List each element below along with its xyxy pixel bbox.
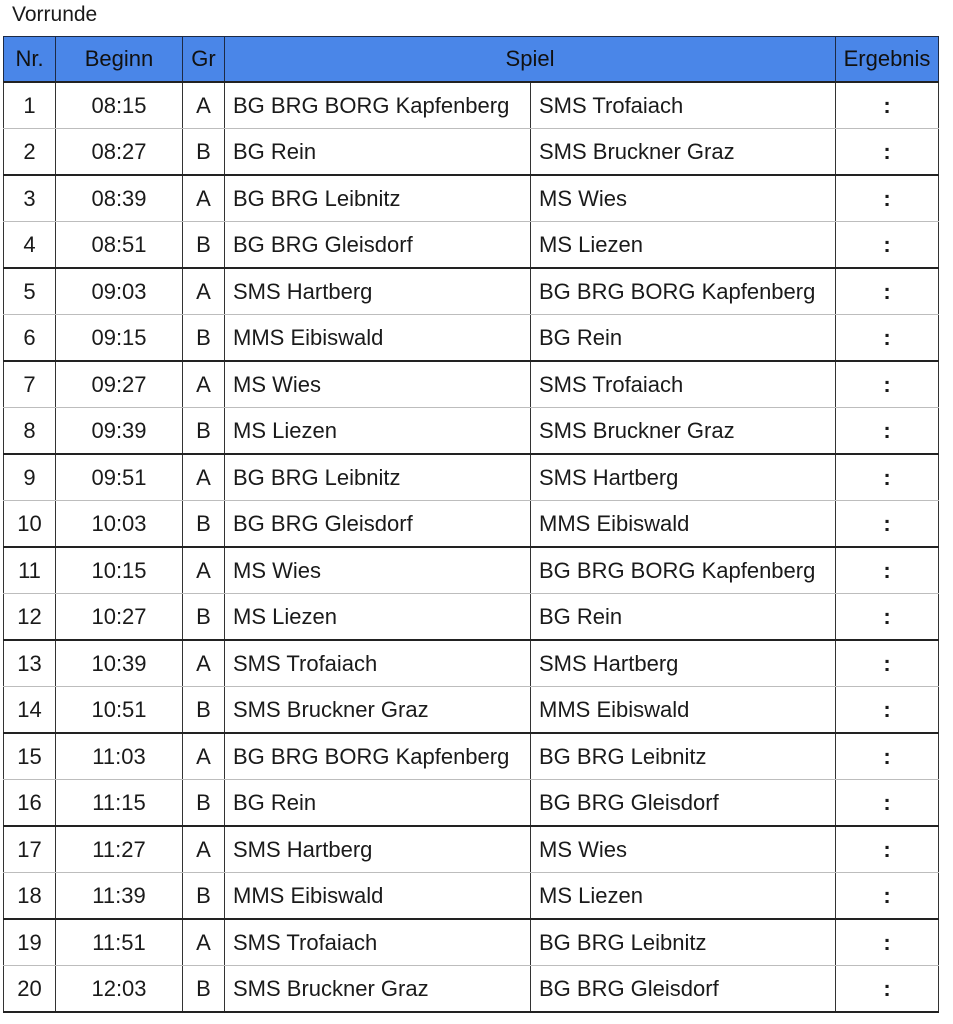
header-result: Ergebnis — [836, 37, 939, 83]
match-result: : — [836, 594, 939, 641]
match-row — [4, 315, 939, 362]
match-nr: 11 — [4, 547, 56, 594]
match-result: : — [836, 268, 939, 315]
match-row — [4, 547, 939, 594]
match-nr: 16 — [4, 780, 56, 827]
match-row — [4, 594, 939, 641]
match-result: : — [836, 547, 939, 594]
match-nr: 4 — [4, 222, 56, 269]
match-result: : — [836, 733, 939, 780]
match-home-team: SMS Hartberg — [225, 826, 531, 873]
match-away-team: MS Wies — [531, 175, 836, 222]
match-home-team: MS Wies — [225, 361, 531, 408]
match-away-team: BG BRG Leibnitz — [531, 919, 836, 966]
match-away-team: BG BRG Gleisdorf — [531, 966, 836, 1013]
match-home-team: BG BRG Gleisdorf — [225, 222, 531, 269]
match-home-team: BG Rein — [225, 780, 531, 827]
match-home-team: MS Liezen — [225, 594, 531, 641]
match-nr: 20 — [4, 966, 56, 1013]
match-time: 11:51 — [56, 919, 183, 966]
match-time: 12:03 — [56, 966, 183, 1013]
match-nr: 10 — [4, 501, 56, 548]
match-group: B — [183, 594, 225, 641]
match-nr: 17 — [4, 826, 56, 873]
match-group: A — [183, 919, 225, 966]
match-group: A — [183, 547, 225, 594]
match-away-team: BG BRG BORG Kapfenberg — [531, 268, 836, 315]
match-nr: 6 — [4, 315, 56, 362]
match-row — [4, 175, 939, 222]
match-home-team: MMS Eibiswald — [225, 873, 531, 920]
match-away-team: MS Wies — [531, 826, 836, 873]
match-group: B — [183, 873, 225, 920]
match-result: : — [836, 315, 939, 362]
match-group: A — [183, 454, 225, 501]
match-away-team: SMS Trofaiach — [531, 82, 836, 129]
match-home-team: SMS Trofaiach — [225, 919, 531, 966]
match-time: 10:39 — [56, 640, 183, 687]
match-row — [4, 966, 939, 1013]
match-group: B — [183, 501, 225, 548]
match-nr: 8 — [4, 408, 56, 455]
match-away-team: BG BRG Leibnitz — [531, 733, 836, 780]
match-nr: 18 — [4, 873, 56, 920]
match-nr: 1 — [4, 82, 56, 129]
header-nr: Nr. — [4, 37, 56, 83]
match-group: A — [183, 733, 225, 780]
match-result: : — [836, 826, 939, 873]
match-row — [4, 129, 939, 176]
match-group: A — [183, 826, 225, 873]
match-away-team: SMS Trofaiach — [531, 361, 836, 408]
match-nr: 12 — [4, 594, 56, 641]
match-result: : — [836, 129, 939, 176]
match-nr: 5 — [4, 268, 56, 315]
match-group: A — [183, 175, 225, 222]
match-row — [4, 501, 939, 548]
match-result: : — [836, 873, 939, 920]
match-time: 08:39 — [56, 175, 183, 222]
match-home-team: BG Rein — [225, 129, 531, 176]
match-time: 08:15 — [56, 82, 183, 129]
match-result: : — [836, 640, 939, 687]
match-home-team: SMS Bruckner Graz — [225, 966, 531, 1013]
match-result: : — [836, 408, 939, 455]
match-row — [4, 454, 939, 501]
match-result: : — [836, 687, 939, 734]
match-time: 10:51 — [56, 687, 183, 734]
match-row — [4, 873, 939, 920]
match-home-team: BG BRG Leibnitz — [225, 175, 531, 222]
match-row — [4, 733, 939, 780]
match-away-team: MS Liezen — [531, 873, 836, 920]
match-nr: 19 — [4, 919, 56, 966]
match-row — [4, 361, 939, 408]
match-home-team: SMS Trofaiach — [225, 640, 531, 687]
match-group: B — [183, 222, 225, 269]
match-home-team: MS Wies — [225, 547, 531, 594]
match-away-team: SMS Bruckner Graz — [531, 408, 836, 455]
match-group: A — [183, 268, 225, 315]
match-time: 11:15 — [56, 780, 183, 827]
match-result: : — [836, 966, 939, 1013]
match-home-team: MS Liezen — [225, 408, 531, 455]
match-schedule-table — [3, 36, 939, 1013]
match-result: : — [836, 501, 939, 548]
match-nr: 14 — [4, 687, 56, 734]
match-result: : — [836, 780, 939, 827]
match-home-team: MMS Eibiswald — [225, 315, 531, 362]
match-nr: 15 — [4, 733, 56, 780]
match-group: A — [183, 361, 225, 408]
match-row — [4, 919, 939, 966]
match-group: B — [183, 408, 225, 455]
match-time: 10:27 — [56, 594, 183, 641]
match-away-team: SMS Bruckner Graz — [531, 129, 836, 176]
match-away-team: BG BRG BORG Kapfenberg — [531, 547, 836, 594]
match-result: : — [836, 454, 939, 501]
match-group: B — [183, 129, 225, 176]
match-group: B — [183, 687, 225, 734]
match-away-team: MMS Eibiswald — [531, 687, 836, 734]
match-time: 09:51 — [56, 454, 183, 501]
match-result: : — [836, 222, 939, 269]
match-away-team: MS Liezen — [531, 222, 836, 269]
match-time: 10:15 — [56, 547, 183, 594]
match-away-team: BG BRG Gleisdorf — [531, 780, 836, 827]
match-result: : — [836, 82, 939, 129]
match-group: B — [183, 780, 225, 827]
match-row — [4, 687, 939, 734]
match-nr: 2 — [4, 129, 56, 176]
match-nr: 9 — [4, 454, 56, 501]
match-row — [4, 640, 939, 687]
match-group: A — [183, 640, 225, 687]
match-group: B — [183, 966, 225, 1013]
match-row — [4, 222, 939, 269]
header-match: Spiel — [225, 37, 836, 83]
match-home-team: SMS Hartberg — [225, 268, 531, 315]
match-away-team: SMS Hartberg — [531, 454, 836, 501]
header-row — [4, 37, 939, 83]
match-row — [4, 82, 939, 129]
section-title: Vorrunde — [12, 3, 98, 26]
match-row — [4, 780, 939, 827]
match-home-team: BG BRG Gleisdorf — [225, 501, 531, 548]
match-time: 09:27 — [56, 361, 183, 408]
match-time: 11:27 — [56, 826, 183, 873]
match-time: 11:39 — [56, 873, 183, 920]
match-away-team: BG Rein — [531, 594, 836, 641]
match-row — [4, 268, 939, 315]
match-nr: 7 — [4, 361, 56, 408]
match-nr: 13 — [4, 640, 56, 687]
match-home-team: BG BRG Leibnitz — [225, 454, 531, 501]
match-result: : — [836, 919, 939, 966]
match-home-team: BG BRG BORG Kapfenberg — [225, 733, 531, 780]
match-time: 11:03 — [56, 733, 183, 780]
match-group: B — [183, 315, 225, 362]
match-time: 09:39 — [56, 408, 183, 455]
match-away-team: MMS Eibiswald — [531, 501, 836, 548]
match-time: 10:03 — [56, 501, 183, 548]
match-time: 09:15 — [56, 315, 183, 362]
match-away-team: BG Rein — [531, 315, 836, 362]
match-result: : — [836, 175, 939, 222]
match-row — [4, 408, 939, 455]
match-rows — [4, 82, 939, 1012]
match-time: 09:03 — [56, 268, 183, 315]
match-away-team: SMS Hartberg — [531, 640, 836, 687]
match-nr: 3 — [4, 175, 56, 222]
match-row — [4, 826, 939, 873]
match-time: 08:51 — [56, 222, 183, 269]
header-group: Gr — [183, 37, 225, 83]
match-group: A — [183, 82, 225, 129]
match-home-team: SMS Bruckner Graz — [225, 687, 531, 734]
match-result: : — [836, 361, 939, 408]
header-time: Beginn — [56, 37, 183, 83]
match-home-team: BG BRG BORG Kapfenberg — [225, 82, 531, 129]
match-time: 08:27 — [56, 129, 183, 176]
